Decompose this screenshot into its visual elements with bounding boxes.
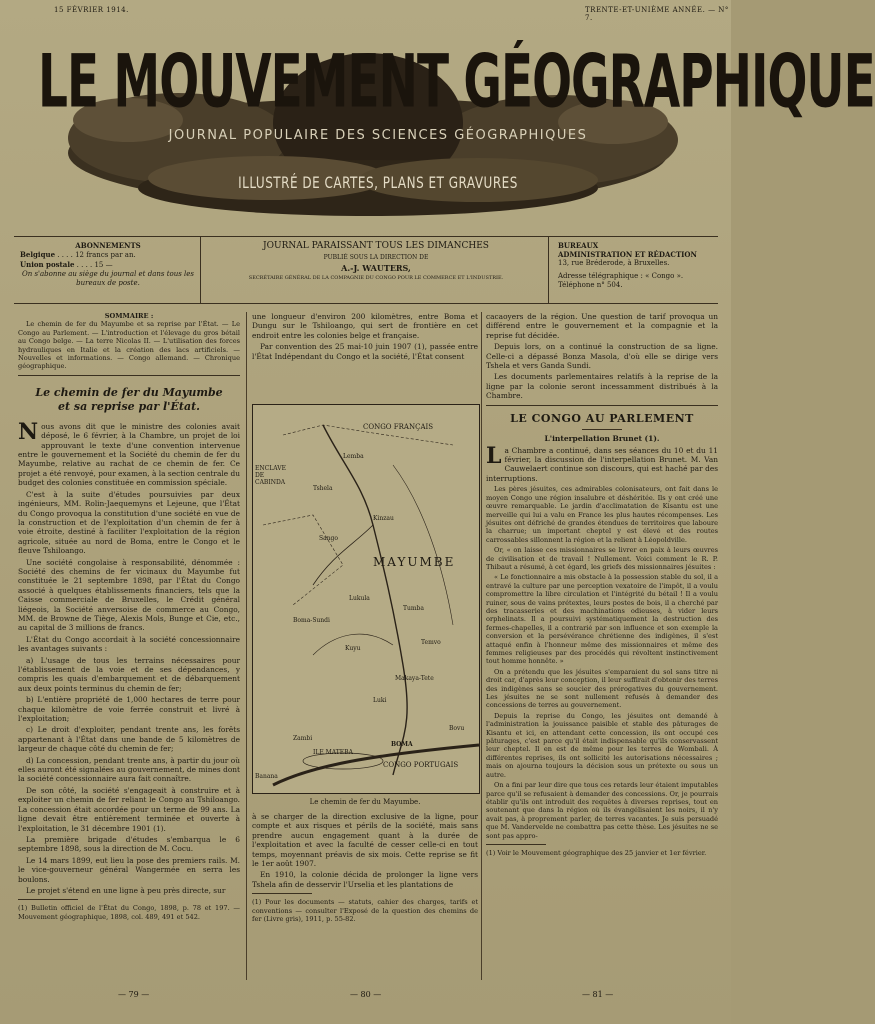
article-paragraph: En 1910, la colonie décida de prolonger la ligne vers Tshela afin de desservir l'Urselia et les plantations de	[252, 870, 478, 889]
article-paragraph: Le 14 mars 1899, eut lieu la pose des premiers rails. M. le vice-gouverneur général Wangermée en serra les boulons.	[18, 855, 240, 884]
map-label: CONGO PORTUGAIS	[383, 761, 459, 769]
drop-cap: L	[486, 442, 502, 469]
map-label: MAYUMBE	[373, 555, 456, 569]
article-paragraph: Or, « on laisse ces missionnaires se livrer en paix à leurs œuvres de civilisation et de travail ! Nullement. Voici comment le R. P. Thibaut a résumé, à cet égard, les griefs des missionnaires jésuites :	[486, 546, 718, 571]
article-paragraph: cacaoyers de la région. Une question de tarif provoqua un différend entre le gouvernement et la compagnie et la reprise fut décidée.	[486, 312, 718, 340]
article-paragraph: On a fini par leur dire que tous ces retards leur étaient imputables parce qu'il se refusaient à demander des concessions. Or, je pourrais établir qu'ils ont introduit des requêtes à diverses reprises, tout en soutenant que dans la région où ils évangélisaient les noirs, il n'y avait pas, à proprement parler, de terres vacantes. Je suis persuadé que M. Vandervelde ne combattra pas cette thèse. Les jésuites ne se sont pas appro-	[486, 781, 718, 840]
article-title	[18, 386, 240, 414]
article-paragraph: De son côté, la société s'engageait à construire et à exploiter un chemin de fer reliant le Congo au Tshiloango. La concession était accordée pour un terme de 99 ans. La ligne devait être entièrement terminée et ouverte à l'exploitation, le 31 décembre 1901 (1).	[18, 785, 240, 833]
map-label: Lukula	[349, 595, 370, 602]
publication-block	[210, 241, 542, 281]
map-label: Tumba	[403, 605, 424, 612]
article-paragraph: Le projet s'étend en une ligne à peu près directe, sur	[26, 885, 226, 895]
article-paragraph	[486, 442, 718, 484]
divider	[18, 375, 240, 376]
map-label: Temvo	[421, 639, 441, 646]
masthead-subtitle-illustre: ILLUSTRÉ DE CARTES, PLANS ET GRAVURES	[238, 173, 518, 193]
article-paragraph: La première brigade d'études s'embarqua le 6 septembre 1898, sous la direction de M. Cocu.	[18, 834, 240, 854]
subscription-note: On s'abonne au siège du journal et dans tous les bureaux de poste.	[21, 270, 195, 287]
offices-block	[558, 241, 716, 290]
telegraph-address: Adresse télégraphique : « Congo ».	[558, 272, 684, 280]
article-paragraph: a) L'usage de tous les terrains nécessaires pour l'établissement de la voie et de ses dépendances, y compris les quais d'embarquement et de débarquement aux deux points terminus du chemin de fer;	[18, 655, 240, 693]
article-paragraph: On a prétendu que les jésuites s'emparaient du sol sans titre ni droit car, d'après leur conception, il leur suffirait d'obtenir des terres des indigènes sans se soucier des prérogatives du gouvernement. Les jésuites ne se sont nullement refusés à demander des concessions de terres au gouvernement.	[486, 667, 718, 710]
article-paragraph	[18, 418, 240, 488]
union-label: Union postale	[20, 260, 75, 269]
subscriptions-block	[20, 241, 196, 288]
map-label: CONGO FRANÇAIS	[363, 423, 434, 431]
footnote: (1) Bulletin officiel de l'État du Congo, 1898, p. 78 et 197. — Mouvement géographique, 1898, col. 489, 491 et 542.	[18, 904, 240, 921]
article-paragraph: Les documents parlementaires relatifs à la reprise de la ligne par la colonie seront incessamment distribués à la Chambre.	[486, 372, 718, 401]
divider	[582, 429, 622, 430]
director-name: A.-J. WAUTERS,	[341, 263, 411, 273]
footnote-rule	[252, 893, 312, 894]
article-paragraph: Les pères jésuites, ces admirables colonisateurs, ont fait dans le moyen Congo une région insalubre et déshéritée. Ils y ont créé une œuvre remarquable. Le jardin d'acclimatation de Kisantu est une merveille qui lui a valu en France les plus hautes récompenses. Les jésuites ont défriché de grandes étendues de territoires que laboure la charrue; un important cheptel y est élevé et des routes carrossables sillonnent la région et la relient à Léopoldville.	[486, 485, 718, 544]
map-label: BOMA	[391, 741, 413, 748]
subscriptions-heading: ABONNEMENTS	[75, 241, 141, 250]
article-paragraph: b) L'entière propriété de 1,000 hectares de terre pour chaque kilomètre de voie ferrée construit et livré à l'exploitation;	[18, 695, 240, 724]
sommaire-heading: SOMMAIRE :	[104, 312, 154, 320]
article-paragraph: d) La concession, pendant trente ans, à partir du jour où elles auront été signalées au gouvernement, de mines dont la société concessionnaire aura fait connaître.	[18, 755, 240, 784]
telephone-number: Téléphone n° 504.	[558, 281, 623, 289]
director-title: SECRÉTAIRE GÉNÉRAL DE LA COMPAGNIE DU CONGO POUR LE COMMERCE ET L'INDUSTRIE.	[248, 275, 504, 281]
article-paragraph: c) Le droit d'exploiter, pendant trente ans, les forêts appartenant à l'État dans une bande de 5 kilomètres de largeur de chaque côté du chemin de fer;	[18, 725, 240, 754]
article-paragraph: « Le fonctionnaire a mis obstacle à la possession stable du sol, il a entravé la culture par une perception vexatoire de l'impôt, il a voulu compromettre la libre circulation et l'intégrité du bétail ! Il a voulu ruiner, sous de vains prétextes, leurs postes de bois, il a cherché par des tracasseries et des machinations odieuses, à vider leurs orphelinats. Il a poursuivi systématiquement la destruction des fermes-chapelles, il a contrarié par son influence et son exemple la conversion et la persévérance chrétienne des indigènes, il s'est attaqué enfin à l'honneur même des missionnaires et même des femmes religieuses par des procédés qui révoltent instinctivement tout homme honnête. »	[486, 573, 718, 666]
map-label: Sango	[319, 535, 339, 542]
administration-label: ADMINISTRATION ET RÉDACTION	[558, 250, 697, 259]
masthead-title: LE MOUVEMENT GÉOGRAPHIQUE	[38, 40, 875, 126]
subscription-row-belgique: Belgique . . . . 12 francs par an.	[20, 250, 136, 259]
article-title-line-2: et sa reprise par l'État.	[57, 399, 201, 413]
column-2-continued	[252, 812, 478, 925]
map-label: Lemba	[343, 453, 364, 460]
page-number: — 81 —	[582, 990, 614, 999]
map-label: Kuyu	[345, 645, 361, 652]
article-paragraph: Depuis lors, on a continué la construction de sa ligne. Celle-ci a dépassé Bonza Masola, d'où elle se dirige vers Tshela et vers Ganda Sundi.	[486, 342, 718, 371]
article-paragraph: une longueur d'environ 200 kilomètres, entre Boma et Dungu sur le Tshiloango, qui sert de frontière en cet endroit entre les colonies belge et française.	[252, 312, 478, 340]
map-label: Tshela	[313, 485, 333, 492]
map-label: ILE MATEBA	[313, 749, 353, 756]
footnote-rule	[18, 899, 78, 900]
map-label: Kinzau	[373, 515, 394, 522]
sommaire-text: Le chemin de fer du Mayumbe et sa reprise par l'État. — Le Congo au Parlement. — L'introduction et l'élevage du gros bétail au Congo belge. — La terre Nicolas II. — L'utilisation des forces hydrauliques en Italie et la création des lacs artificiels. — Nouvelles et informations. — Congo allemand. — Chronique géographique.	[18, 320, 240, 371]
article-paragraph: C'est à la suite d'études poursuivies par deux ingénieurs, MM. Rolin-Jaequemyns et Lejeune, que l'État du Congo provoqua la constitution d'une société en vue de la construction et de l'exploitation d'un chemin de fer à voie étroite, destiné à faciliter l'exploitation de la région agricole, située au nord de Boma, entre le Congo et le fleuve Tshiloango.	[18, 489, 240, 556]
column-divider	[481, 312, 482, 980]
column-3	[486, 312, 718, 859]
office-address: 13, rue Bréderode, à Bruxelles.	[558, 259, 670, 267]
map-label: ENCLAVE DE CABINDA	[255, 465, 286, 486]
belgique-price: 12 francs par an.	[75, 251, 136, 259]
map-label: Bovu	[449, 725, 465, 732]
issue-number: TRENTE-ET-UNIÈME ANNÉE. — N° 7.	[585, 6, 729, 22]
article-paragraph: Par convention des 25 mai-10 juin 1907 (1), passée entre l'État Indépendant du Congo et la société, l'État consent	[252, 342, 478, 361]
offices-heading: BUREAUX	[558, 241, 599, 250]
section-heading: LE CONGO AU PARLEMENT	[510, 411, 694, 425]
article-title-line-1: Le chemin de fer du Mayumbe	[35, 385, 223, 399]
column-1	[18, 312, 240, 923]
union-price: 15 —	[94, 261, 113, 269]
masthead	[38, 28, 875, 228]
issue-date: 15 FÉVRIER 1914.	[54, 6, 129, 14]
publication-direction: PUBLIÉ SOUS LA DIRECTION DE	[323, 254, 429, 261]
paragraph-text: a Chambre a continué, dans ses séances du 10 et du 11 février, la discussion de l'interpellation Brunet. M. Van Cauwelaert continue son discours, qui est haché par des interruptions.	[486, 445, 718, 483]
subscription-row-union: Union postale . . . . 15 —	[20, 260, 113, 269]
info-divider	[548, 237, 549, 303]
masthead-subtitle: JOURNAL POPULAIRE DES SCIENCES GÉOGRAPHIQUES	[168, 128, 588, 143]
subsection-heading: L'interpellation Brunet (1).	[544, 433, 660, 443]
paragraph-text: ous avons dit que le ministre des colonies avait déposé, le 6 février, à la Chambre, un projet de loi approuvant le texte d'une convention intervenue entre le gouvernement et la Société du chemin de fer du Mayumbe, relative au rachat de ce chemin de fer. Ce projet a été renvoyé, pour examen, à la section centrale du budget des colonies constituée en commission spéciale.	[18, 421, 240, 488]
map-label: Makaya-Tete	[395, 675, 434, 682]
belgique-label: Belgique	[20, 250, 56, 259]
map-label: Zambi	[293, 735, 313, 742]
article-paragraph: Une société congolaise à responsabilité, dénommée : Société des chemins de fer vicinaux du Mayumbe fut constituée le 21 septembre 1898, par l'État du Congo associé à quelques établissements financiers, tels que la Caisse commerciale de Bruxelles, le Crédit général liégeois, la Société anversoise de commerce au Congo, MM. de Browne de Tiège, Alexis Mols, Bunge et Cie, etc., au capital de 3 millions de francs.	[18, 557, 240, 633]
map-caption: Le chemin de fer du Mayumbe.	[309, 798, 421, 806]
column-divider	[246, 312, 247, 980]
mayumbe-railway-map	[252, 404, 480, 794]
map-label: Luki	[373, 697, 387, 704]
map-label: Banana	[255, 773, 278, 780]
map-label: Boma-Sundi	[293, 617, 330, 624]
article-paragraph: L'État du Congo accordait à la société concessionnaire les avantages suivants :	[18, 634, 240, 654]
footnote: (1) Voir le Mouvement géographique des 25 janvier et 1er février.	[486, 848, 707, 857]
info-band	[14, 236, 718, 304]
footnote: (1) Pour les documents — statuts, cahier des charges, tarifs et conventions — consulter l'Exposé de la question des chemins de fer (Livre gris), 1911, p. 55-82.	[252, 898, 478, 924]
page-number: — 79 —	[118, 990, 150, 999]
footnote-rule	[486, 844, 546, 845]
divider	[486, 405, 718, 406]
publication-frequency: JOURNAL PARAISSANT TOUS LES DIMANCHES	[263, 241, 489, 251]
drop-cap: N	[18, 418, 39, 445]
article-paragraph: à se charger de la direction exclusive de la ligne, pour compte et aux risques et périls de la société, mais sans prendre aucun engagement quant à la durée de l'exploitation et avec la faculté de cesser celle-ci en tout temps, moyennant préavis de six mois. Cette reprise se fit le 1er août 1907.	[252, 812, 478, 869]
page-number: — 80 —	[350, 990, 382, 999]
info-divider	[200, 237, 201, 303]
article-paragraph: Depuis la reprise du Congo, les jésuites ont demandé à l'administration la jouissance paisible et stable des pâturages de Kisantu et ici, en attendant cette concession, ils ont occupé ces pâturages, c'est parce qu'il était indispensable qu'ils conservassent leur cheptel. Il en est de même pour les terres de Wombali. À différentes reprises, ils ont sollicité les autorisations nécessaires ; mais on ajourna toujours la décision sous un prétexte ou sous un autre.	[486, 711, 718, 779]
column-2	[252, 312, 478, 363]
